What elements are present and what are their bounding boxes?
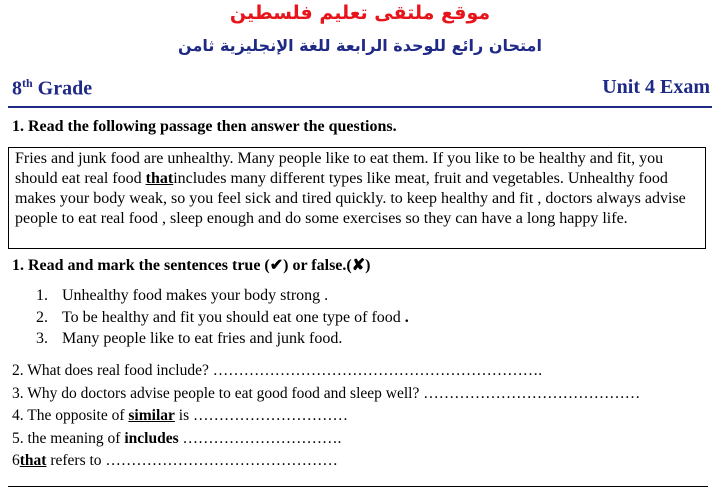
q6-prefix: 6 (12, 452, 20, 469)
tf-item-number: 3. (36, 330, 48, 347)
check-mark-icon: ✔ (269, 257, 284, 274)
q5-suffix: …………………………. (178, 429, 342, 447)
header-divider (8, 106, 712, 108)
question1-heading: 1. Read the following passage then answer the questions. (12, 118, 397, 135)
tf-item-text: To be healthy and fit you should eat one type of food (62, 308, 405, 326)
x-mark-icon: ✘ (351, 257, 366, 274)
answer-line (8, 486, 708, 487)
passage-text-part2: includes many different types like meat, fruit and vegetables. Unhealthy food makes your body weak, so you feel sick and tired quickly. to keep healthy and fit , doctors always advise people to eat real food , sleep enough and do some exercises so they can have a long happy life. (15, 170, 686, 227)
tf-item (36, 328, 409, 350)
q4-suffix: is ………………………… (174, 407, 348, 424)
question-6 (12, 450, 640, 473)
q6-suffix: refers to ……………………………………… (46, 452, 338, 469)
true-false-list (36, 285, 409, 350)
tf-item (36, 307, 409, 329)
grade-label (12, 76, 92, 101)
tf-heading-middle: ) or false.( (283, 257, 352, 274)
true-false-heading (12, 255, 370, 275)
question-4 (12, 405, 640, 428)
q4-prefix: 4. The opposite of (12, 407, 129, 424)
question-5 (12, 428, 640, 451)
site-title: موقع ملتقى تعليم فلسطين (229, 2, 491, 24)
q5-keyword: includes (124, 429, 179, 447)
grade-word: Grade (37, 77, 93, 100)
exam-subtitle: امتحان رائع للوحدة الرابعة للغة الإنجليزية ثامن (178, 36, 542, 55)
reading-passage (8, 147, 706, 249)
tf-item-text: Unhealthy food makes your body strong . (62, 287, 329, 304)
tf-item-bold-end: . (404, 308, 409, 326)
tf-item-text: Many people like to eat fries and junk food. (62, 330, 343, 347)
grade-suffix: th (22, 76, 33, 90)
tf-item-number: 2. (36, 308, 48, 326)
short-answer-questions (12, 360, 640, 473)
unit-label: Unit 4 Exam (602, 76, 710, 98)
tf-item (36, 285, 409, 307)
passage-text-part1: Fries and junk food are unhealthy. Many people like to eat them. If you like to be healthy and fit, you should eat real food (15, 150, 664, 187)
question-2: 2. What does real food include? ………………………………………………………. (12, 362, 543, 379)
q5-prefix: 5. the meaning of (12, 429, 125, 447)
question-3: 3. Why do doctors advise people to eat good food and sleep well? …………………………………… (12, 384, 641, 402)
q6-keyword: that (19, 452, 47, 469)
passage-underlined-word: that (145, 170, 174, 187)
tf-heading-suffix: ) (365, 257, 371, 274)
q4-keyword: similar (128, 407, 175, 424)
tf-heading-prefix: 1. Read and mark the sentences true ( (12, 257, 270, 274)
tf-item-number: 1. (36, 287, 48, 304)
grade-number: 8 (12, 77, 22, 100)
